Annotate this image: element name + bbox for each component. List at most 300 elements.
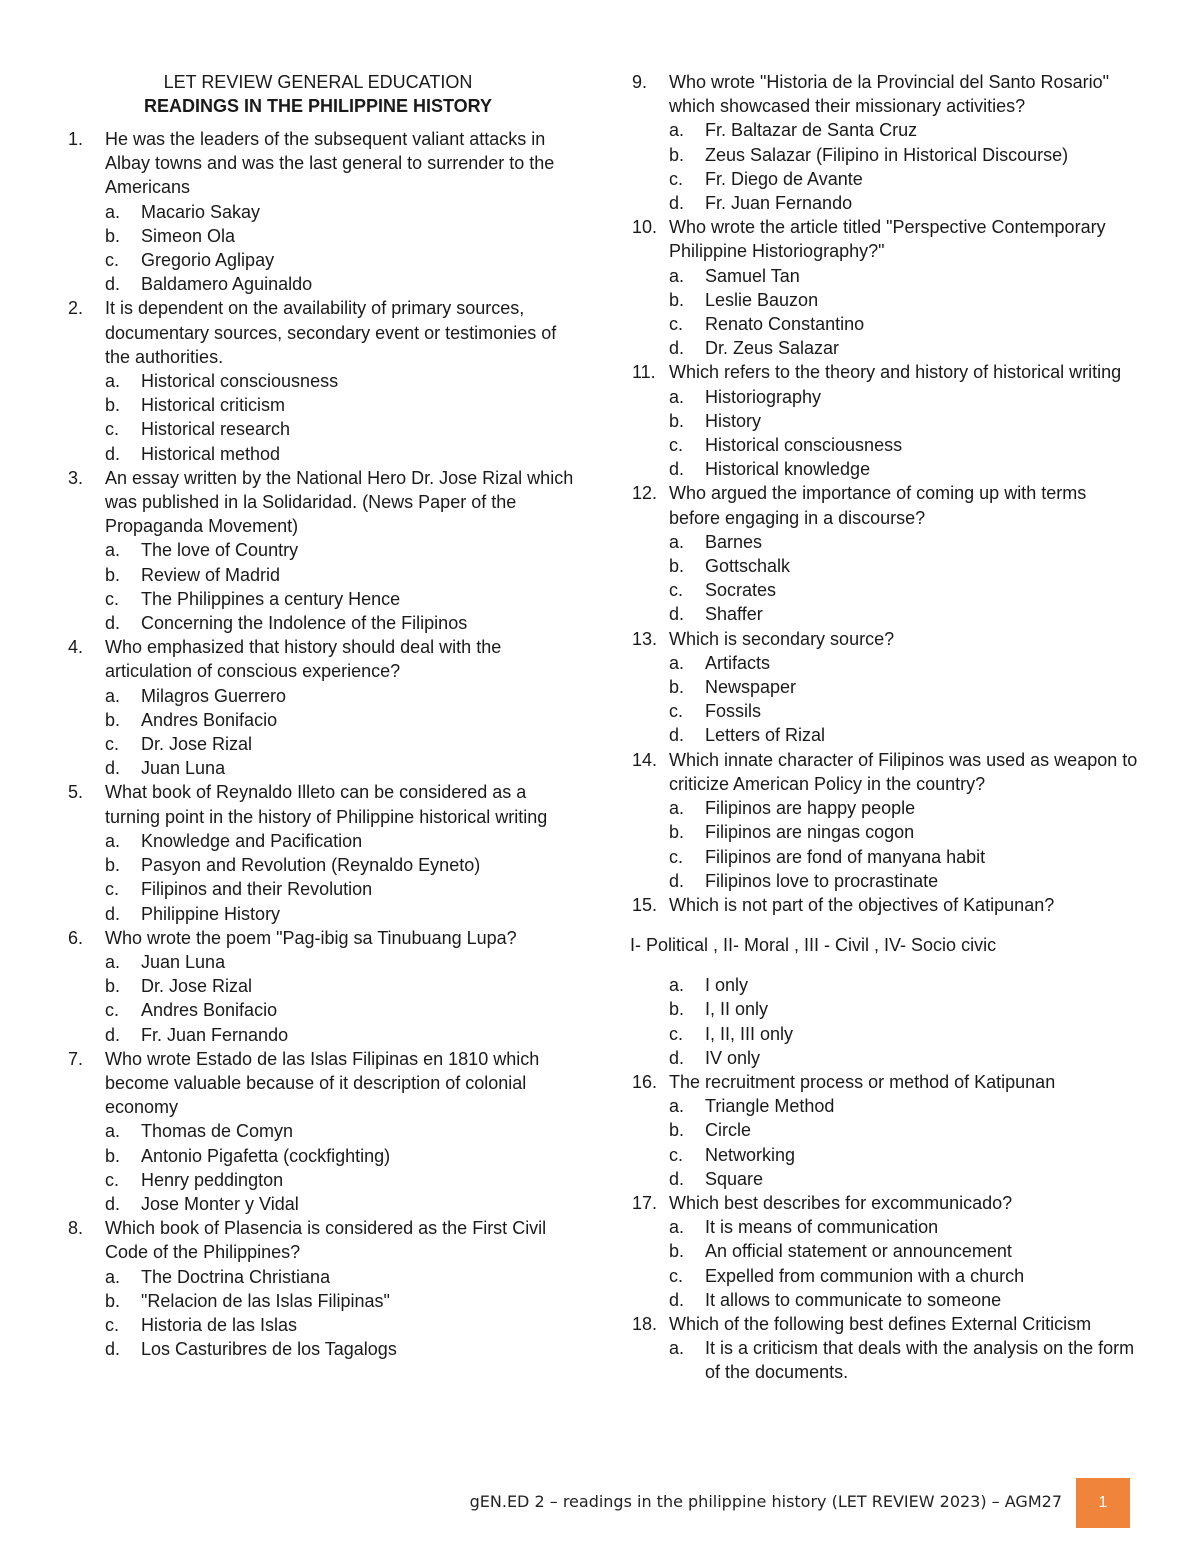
option-letter: d. bbox=[105, 443, 121, 464]
question-stem bbox=[632, 893, 1142, 917]
question-item bbox=[632, 1312, 1142, 1385]
answer-option bbox=[68, 684, 578, 708]
option-text: Jose Monter y Vidal bbox=[141, 1193, 299, 1214]
question-item bbox=[68, 466, 578, 635]
option-letter: c. bbox=[105, 1000, 120, 1021]
option-text: Barnes bbox=[705, 531, 763, 552]
question-text: Which refers to the theory and history of historical writing bbox=[669, 362, 1122, 383]
answer-options bbox=[68, 538, 578, 635]
question-stem bbox=[68, 127, 578, 200]
option-letter: b. bbox=[669, 822, 685, 843]
answer-option bbox=[68, 272, 578, 296]
option-text: Triangle Method bbox=[705, 1096, 835, 1117]
answer-option bbox=[632, 264, 1142, 288]
answer-option bbox=[68, 1144, 578, 1168]
option-letter: d. bbox=[669, 604, 685, 625]
answer-option bbox=[68, 1192, 578, 1216]
question-item bbox=[68, 635, 578, 780]
option-text: I, II, III only bbox=[705, 1023, 794, 1044]
question-item bbox=[632, 1191, 1142, 1312]
option-letter: c. bbox=[669, 701, 684, 722]
option-text: Los Casturibres de los Tagalogs bbox=[141, 1339, 397, 1360]
option-text: Newspaper bbox=[705, 677, 797, 698]
option-letter: a. bbox=[105, 201, 121, 222]
answer-option bbox=[68, 1168, 578, 1192]
question-text: An essay written by the National Hero Dr. Jose Rizal which was published in la Solidaridad. (News Paper of the Propaganda Movement) bbox=[105, 467, 574, 537]
question-stem bbox=[632, 1191, 1142, 1215]
option-letter: c. bbox=[669, 435, 684, 456]
answer-option bbox=[68, 877, 578, 901]
option-letter: b. bbox=[105, 855, 121, 876]
answer-option bbox=[68, 950, 578, 974]
option-letter: b. bbox=[105, 1145, 121, 1166]
question-number: 8. bbox=[68, 1218, 84, 1239]
answer-option bbox=[632, 1288, 1142, 1312]
option-text: Philippine History bbox=[141, 903, 281, 924]
option-letter: c. bbox=[669, 168, 684, 189]
option-text: Samuel Tan bbox=[705, 265, 800, 286]
answer-option bbox=[632, 336, 1142, 360]
answer-options bbox=[632, 973, 1142, 1070]
question-text: Who wrote Estado de las Islas Filipinas en 1810 which become valuable because of it description of colonial economy bbox=[105, 1048, 540, 1118]
option-letter: a. bbox=[669, 975, 685, 996]
answer-option bbox=[632, 554, 1142, 578]
option-text: I only bbox=[705, 975, 749, 996]
page-footer bbox=[0, 1478, 1200, 1528]
question-number: 13. bbox=[632, 628, 658, 649]
option-text: Square bbox=[705, 1168, 764, 1189]
answer-option bbox=[632, 1215, 1142, 1239]
question-item bbox=[632, 70, 1142, 215]
answer-option bbox=[632, 1118, 1142, 1142]
answer-option bbox=[68, 1023, 578, 1047]
answer-option bbox=[68, 708, 578, 732]
option-letter: d. bbox=[669, 1168, 685, 1189]
answer-option bbox=[68, 611, 578, 635]
option-letter: c. bbox=[669, 580, 684, 601]
option-letter: c. bbox=[105, 879, 120, 900]
answer-options bbox=[632, 1094, 1142, 1191]
question-item bbox=[68, 926, 578, 1047]
option-text: Macario Sakay bbox=[141, 201, 261, 222]
answer-option bbox=[632, 409, 1142, 433]
question-item bbox=[632, 481, 1142, 626]
option-letter: d. bbox=[669, 459, 685, 480]
answer-options bbox=[632, 1215, 1142, 1312]
option-letter: d. bbox=[669, 1047, 685, 1068]
question-text: Which is secondary source? bbox=[669, 628, 895, 649]
option-text: Renato Constantino bbox=[705, 314, 865, 335]
answer-option bbox=[632, 651, 1142, 675]
question-item bbox=[68, 780, 578, 925]
question-item bbox=[68, 296, 578, 465]
option-letter: b. bbox=[105, 564, 121, 585]
answer-option bbox=[68, 974, 578, 998]
option-letter: c. bbox=[105, 1314, 120, 1335]
answer-option bbox=[68, 1313, 578, 1337]
answer-option bbox=[68, 248, 578, 272]
answer-option bbox=[632, 1336, 1142, 1384]
option-text: Gottschalk bbox=[705, 556, 791, 577]
question-item bbox=[68, 1047, 578, 1216]
answer-option bbox=[632, 578, 1142, 602]
option-letter: b. bbox=[105, 1290, 121, 1311]
option-text: The Philippines a century Hence bbox=[141, 588, 401, 609]
question-text: Which is not part of the objectives of Katipunan? bbox=[669, 894, 1055, 915]
option-letter: c. bbox=[669, 846, 684, 867]
question-text: Who argued the importance of coming up with terms before engaging in a discourse? bbox=[669, 483, 1087, 528]
answer-option bbox=[632, 118, 1142, 142]
answer-options bbox=[68, 684, 578, 781]
answer-option bbox=[68, 563, 578, 587]
answer-option bbox=[68, 587, 578, 611]
answer-option bbox=[68, 200, 578, 224]
question-stem bbox=[68, 780, 578, 828]
question-text: Who emphasized that history should deal with the articulation of conscious experience? bbox=[105, 637, 502, 682]
question-number: 11. bbox=[632, 362, 656, 383]
option-text: It is a criticism that deals with the analysis on the form of the documents. bbox=[705, 1338, 1135, 1383]
option-letter: a. bbox=[105, 1121, 121, 1142]
question-number: 14. bbox=[632, 749, 658, 770]
question-number: 1. bbox=[68, 129, 84, 149]
option-letter: d. bbox=[669, 338, 685, 359]
option-letter: a. bbox=[669, 265, 685, 286]
answer-options bbox=[68, 829, 578, 926]
option-text: Historiography bbox=[705, 386, 822, 407]
right-column bbox=[632, 70, 1142, 1385]
option-letter: a. bbox=[669, 1217, 685, 1238]
page-number-badge: 1 bbox=[1076, 1478, 1130, 1528]
answer-option bbox=[68, 1337, 578, 1361]
answer-option bbox=[68, 829, 578, 853]
answer-options bbox=[632, 118, 1142, 215]
question-number: 7. bbox=[68, 1048, 84, 1069]
option-text: Historical consciousness bbox=[141, 371, 339, 392]
right-question-list bbox=[632, 70, 1142, 1385]
answer-options bbox=[632, 1336, 1142, 1384]
option-text: Shaffer bbox=[705, 604, 763, 625]
answer-options bbox=[68, 1119, 578, 1216]
option-text: Expelled from communion with a church bbox=[705, 1265, 1025, 1286]
answer-option bbox=[68, 1119, 578, 1143]
answer-option bbox=[68, 853, 578, 877]
option-text: Milagros Guerrero bbox=[141, 685, 287, 706]
option-letter: a. bbox=[669, 120, 685, 141]
option-letter: d. bbox=[105, 613, 121, 634]
answer-option bbox=[632, 997, 1142, 1021]
question-text: What book of Reynaldo Illeto can be considered as a turning point in the history of Philippine historical writing bbox=[105, 782, 548, 827]
option-text: Dr. Zeus Salazar bbox=[705, 338, 840, 359]
question-item bbox=[68, 1216, 578, 1361]
option-letter: a. bbox=[669, 652, 685, 673]
answer-option bbox=[632, 1167, 1142, 1191]
option-text: Fr. Diego de Avante bbox=[705, 168, 863, 189]
question-stem bbox=[632, 1312, 1142, 1336]
option-text: Dr. Jose Rizal bbox=[141, 976, 253, 997]
question-stem bbox=[68, 635, 578, 683]
question-stem bbox=[632, 748, 1142, 796]
option-letter: c. bbox=[669, 314, 684, 335]
option-letter: c. bbox=[105, 419, 120, 440]
option-text: Fr. Juan Fernando bbox=[705, 193, 853, 214]
option-letter: a. bbox=[669, 1096, 685, 1117]
answer-option bbox=[632, 796, 1142, 820]
option-letter: d. bbox=[669, 1289, 685, 1310]
question-number: 12. bbox=[632, 483, 658, 504]
answer-option bbox=[632, 845, 1142, 869]
answer-options bbox=[632, 796, 1142, 893]
answer-option bbox=[68, 538, 578, 562]
question-item bbox=[632, 360, 1142, 481]
answer-option bbox=[632, 143, 1142, 167]
answer-option bbox=[632, 723, 1142, 747]
option-text: IV only bbox=[705, 1047, 761, 1068]
question-item bbox=[632, 1070, 1142, 1191]
question-stem bbox=[632, 627, 1142, 651]
question-text: Which innate character of Filipinos was used as weapon to criticize American Policy in the country? bbox=[669, 749, 1138, 794]
question-number: 6. bbox=[68, 927, 84, 948]
answer-option bbox=[632, 602, 1142, 626]
option-letter: a. bbox=[669, 531, 685, 552]
question-number: 17. bbox=[632, 1192, 658, 1213]
option-letter: a. bbox=[105, 1266, 121, 1287]
answer-option bbox=[68, 902, 578, 926]
option-letter: b. bbox=[669, 677, 685, 698]
question-number: 18. bbox=[632, 1313, 658, 1334]
left-column bbox=[68, 70, 578, 1361]
option-text: Antonio Pigafetta (cockfighting) bbox=[141, 1145, 391, 1166]
option-text: Andres Bonifacio bbox=[141, 709, 278, 730]
question-number: 15. bbox=[632, 894, 658, 915]
option-text: Artifacts bbox=[705, 652, 771, 673]
answer-options bbox=[632, 385, 1142, 482]
answer-options bbox=[632, 264, 1142, 361]
option-letter: a. bbox=[669, 386, 685, 407]
question-text: Who wrote the poem "Pag-ibig sa Tinubuang Lupa? bbox=[105, 927, 517, 948]
option-text: Gregorio Aglipay bbox=[141, 250, 275, 271]
option-text: Filipinos are ningas cogon bbox=[705, 822, 915, 843]
answer-option bbox=[68, 998, 578, 1022]
option-text: Knowledge and Pacification bbox=[141, 830, 363, 851]
option-text: Fr. Baltazar de Santa Cruz bbox=[705, 120, 918, 141]
header-title: READINGS IN THE PHILIPPINE HISTORY bbox=[143, 96, 493, 116]
option-text: "Relacion de las Islas Filipinas" bbox=[141, 1290, 390, 1311]
answer-option bbox=[632, 675, 1142, 699]
answer-option bbox=[68, 369, 578, 393]
answer-options bbox=[68, 950, 578, 1047]
option-letter: d. bbox=[105, 903, 121, 924]
question-text: He was the leaders of the subsequent valiant attacks in Albay towns and was the last general to surrender to the Americans bbox=[105, 129, 555, 198]
answer-option bbox=[632, 457, 1142, 481]
option-text: The love of Country bbox=[141, 540, 299, 561]
left-question-list bbox=[68, 127, 578, 1361]
option-text: Leslie Bauzon bbox=[705, 289, 819, 310]
answer-option bbox=[68, 393, 578, 417]
question-text: Which best describes for excommunicado? bbox=[669, 1192, 1013, 1213]
option-text: Socrates bbox=[705, 580, 777, 601]
answer-option bbox=[632, 869, 1142, 893]
answer-option bbox=[632, 312, 1142, 336]
question-item bbox=[632, 748, 1142, 893]
answer-option bbox=[632, 1264, 1142, 1288]
answer-option bbox=[632, 1239, 1142, 1263]
option-letter: b. bbox=[669, 410, 685, 431]
option-letter: c. bbox=[105, 734, 120, 755]
option-letter: b. bbox=[669, 1120, 685, 1141]
question-number: 4. bbox=[68, 637, 84, 658]
option-text: Filipinos are fond of manyana habit bbox=[705, 846, 986, 867]
option-letter: a. bbox=[669, 1338, 685, 1359]
option-text: Historical method bbox=[141, 443, 281, 464]
option-letter: b. bbox=[105, 225, 121, 246]
option-letter: d. bbox=[669, 870, 685, 891]
option-text: Historia de las Islas bbox=[141, 1314, 298, 1335]
option-letter: b. bbox=[669, 289, 685, 310]
answer-option bbox=[632, 1022, 1142, 1046]
option-text: Letters of Rizal bbox=[705, 725, 826, 746]
question-text: Which book of Plasencia is considered as the First Civil Code of the Philippines? bbox=[105, 1218, 547, 1263]
question-stem bbox=[632, 70, 1142, 118]
question-stem bbox=[632, 360, 1142, 384]
option-text: Historical research bbox=[141, 419, 291, 440]
option-letter: a. bbox=[105, 685, 121, 706]
question-text: Who wrote "Historia de la Provincial del Santo Rosario" which showcased their missionary activities? bbox=[669, 72, 1109, 117]
option-text: Historical criticism bbox=[141, 395, 285, 416]
question-stem bbox=[68, 1047, 578, 1120]
question-stem bbox=[632, 481, 1142, 529]
answer-options bbox=[632, 530, 1142, 627]
option-letter: a. bbox=[105, 830, 121, 851]
answer-option bbox=[68, 224, 578, 248]
answer-option bbox=[632, 530, 1142, 554]
option-text: Juan Luna bbox=[141, 951, 226, 972]
option-text: Fr. Juan Fernando bbox=[141, 1024, 289, 1045]
option-text: Dr. Jose Rizal bbox=[141, 734, 253, 755]
option-letter: a. bbox=[105, 371, 121, 392]
answer-options bbox=[632, 651, 1142, 748]
option-text: Thomas de Comyn bbox=[141, 1121, 294, 1142]
answer-option bbox=[68, 732, 578, 756]
question-stem bbox=[632, 215, 1142, 263]
option-letter: d. bbox=[105, 1024, 121, 1045]
option-text: Andres Bonifacio bbox=[141, 1000, 278, 1021]
option-text: Baldamero Aguinaldo bbox=[141, 274, 313, 295]
question-stem bbox=[68, 926, 578, 950]
option-letter: c. bbox=[105, 1169, 120, 1190]
option-letter: c. bbox=[669, 1023, 684, 1044]
answer-option bbox=[632, 191, 1142, 215]
option-text: Filipinos are happy people bbox=[705, 798, 916, 819]
question-text: The recruitment process or method of Katipunan bbox=[669, 1071, 1056, 1092]
question-item bbox=[68, 127, 578, 296]
question-number: 10. bbox=[632, 217, 658, 238]
question-number: 16. bbox=[632, 1071, 658, 1092]
option-text: Filipinos and their Revolution bbox=[141, 879, 373, 900]
question-text: Which of the following best defines External Criticism bbox=[669, 1313, 1092, 1334]
option-letter: a. bbox=[669, 798, 685, 819]
option-letter: c. bbox=[105, 588, 120, 609]
question-number: 5. bbox=[68, 782, 84, 803]
answer-option bbox=[632, 973, 1142, 997]
answer-option bbox=[632, 1094, 1142, 1118]
answer-option bbox=[632, 1046, 1142, 1070]
question-stem bbox=[632, 1070, 1142, 1094]
option-letter: d. bbox=[105, 1193, 121, 1214]
question-item bbox=[632, 215, 1142, 360]
option-letter: a. bbox=[105, 540, 121, 561]
question-number: 2. bbox=[68, 298, 84, 319]
option-letter: b. bbox=[105, 709, 121, 730]
option-letter: d. bbox=[669, 193, 685, 214]
answer-option bbox=[68, 417, 578, 441]
option-text: The Doctrina Christiana bbox=[141, 1266, 331, 1287]
answer-option bbox=[632, 167, 1142, 191]
option-letter: b. bbox=[669, 999, 685, 1020]
answer-options bbox=[68, 200, 578, 297]
option-text: Filipinos love to procrastinate bbox=[705, 870, 939, 891]
option-text: Review of Madrid bbox=[141, 564, 281, 585]
option-text: Simeon Ola bbox=[141, 225, 236, 246]
option-letter: c. bbox=[669, 1265, 684, 1286]
answer-option bbox=[632, 699, 1142, 723]
question-text: It is dependent on the availability of primary sources, documentary sources, secondary event or testimonies of the authorities. bbox=[105, 298, 557, 367]
option-letter: d. bbox=[105, 274, 121, 295]
option-letter: d. bbox=[669, 725, 685, 746]
option-text: Fossils bbox=[705, 701, 762, 722]
question-stem bbox=[68, 1216, 578, 1264]
option-letter: d. bbox=[105, 758, 121, 779]
question-stem bbox=[68, 296, 578, 369]
option-text: An official statement or announcement bbox=[705, 1241, 1012, 1262]
option-letter: b. bbox=[105, 395, 121, 416]
option-letter: b. bbox=[669, 1241, 685, 1262]
answer-option bbox=[632, 820, 1142, 844]
option-text: Networking bbox=[705, 1144, 796, 1165]
option-text: Historical consciousness bbox=[705, 435, 903, 456]
option-letter: a. bbox=[105, 951, 121, 972]
document-header bbox=[68, 70, 568, 118]
answer-option bbox=[68, 1289, 578, 1313]
option-text: Historical knowledge bbox=[705, 459, 871, 480]
answer-option bbox=[68, 756, 578, 780]
option-text: Pasyon and Revolution (Reynaldo Eyneto) bbox=[141, 855, 481, 876]
option-text: It is means of communication bbox=[705, 1217, 939, 1238]
option-text: Concerning the Indolence of the Filipinos bbox=[141, 613, 468, 634]
question-item bbox=[632, 627, 1142, 748]
option-text: Zeus Salazar (Filipino in Historical Discourse) bbox=[705, 144, 1069, 165]
option-letter: c. bbox=[669, 1144, 684, 1165]
header-subtitle: LET REVIEW GENERAL EDUCATION bbox=[163, 72, 473, 92]
answer-options bbox=[68, 369, 578, 466]
footer-text: gEN.ED 2 – readings in the philippine history (LET REVIEW 2023) – AGM27 bbox=[469, 1492, 1062, 1511]
option-text: I, II only bbox=[705, 999, 769, 1020]
option-text: It allows to communicate to someone bbox=[705, 1289, 1002, 1310]
answer-option bbox=[632, 288, 1142, 312]
option-letter: b. bbox=[669, 556, 685, 577]
answer-option bbox=[632, 385, 1142, 409]
option-letter: b. bbox=[105, 976, 121, 997]
answer-option bbox=[632, 1143, 1142, 1167]
question-number: 9. bbox=[632, 72, 648, 92]
option-text: History bbox=[705, 410, 762, 431]
option-letter: c. bbox=[105, 250, 120, 271]
answer-options bbox=[68, 1265, 578, 1362]
question-note: I- Political , II- Moral , III - Civil , IV- Socio civic bbox=[630, 935, 997, 956]
question-text: Who wrote the article titled "Perspective Contemporary Philippine Historiography?" bbox=[669, 217, 1106, 262]
option-text: Juan Luna bbox=[141, 758, 226, 779]
option-text: Henry peddington bbox=[141, 1169, 284, 1190]
question-number: 3. bbox=[68, 467, 84, 488]
